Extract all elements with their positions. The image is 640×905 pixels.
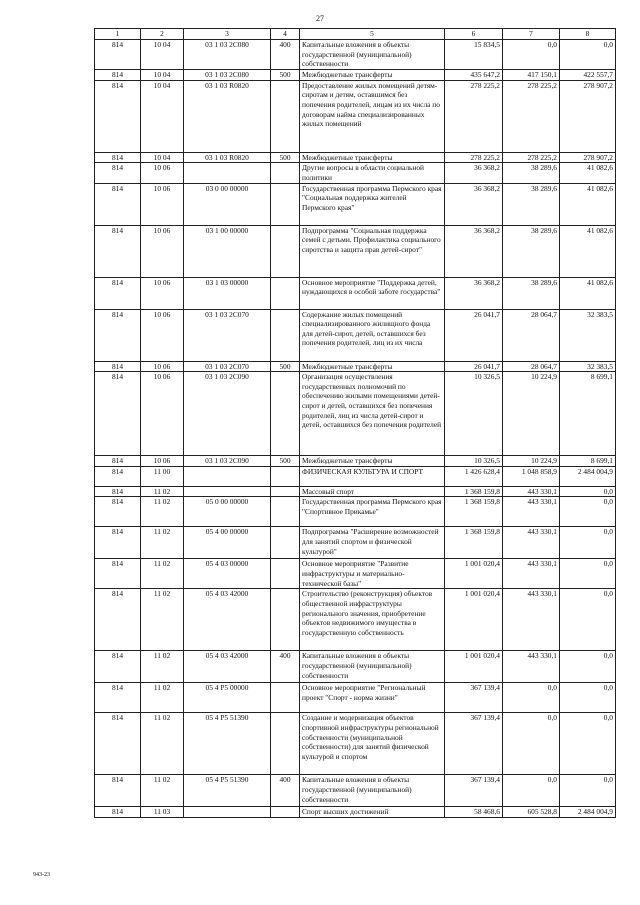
- name-cell: Капитальные вложения в объекты государственной (муниципальной) собственности: [300, 651, 445, 683]
- name-cell: Строительство (реконструкция) объектов общественной инфраструктуры регионального значения, приобретение объектов недвижимого имущества в государственную собственность: [300, 589, 445, 651]
- table-row: [95, 807, 616, 818]
- name-cell: Другие вопросы в области социальной политики: [300, 163, 445, 183]
- section-cell: 11 02: [141, 713, 184, 775]
- target-article-cell: 05 4 03 42000: [184, 651, 271, 683]
- target-article-cell: 03 1 03 2С080: [184, 70, 271, 81]
- amount-year2-cell: 1 048 858,9: [503, 466, 560, 486]
- column-header: 1: [95, 29, 141, 40]
- expense-type-cell: [271, 277, 300, 309]
- amount-year2-cell: 443 330,1: [503, 527, 560, 559]
- section-cell: 11 02: [141, 651, 184, 683]
- column-header: 8: [560, 29, 616, 40]
- target-article-cell: [184, 163, 271, 183]
- amount-year1-cell: 1 368 159,8: [445, 486, 503, 497]
- expense-type-cell: [271, 527, 300, 559]
- section-cell: 11 02: [141, 775, 184, 807]
- admin-code-cell: 814: [95, 807, 141, 818]
- admin-code-cell: 814: [95, 775, 141, 807]
- amount-year1-cell: 1 001 020,4: [445, 651, 503, 683]
- amount-year1-cell: 367 139,4: [445, 683, 503, 713]
- admin-code-cell: 814: [95, 152, 141, 163]
- name-cell: Подпрограмма "Социальная поддержка семей с детьми. Профилактика социального сиротства и защита прав детей-сирот": [300, 225, 445, 277]
- target-article-cell: 03 1 03 R0820: [184, 80, 271, 152]
- section-cell: 10 04: [141, 40, 184, 70]
- amount-year2-cell: 417 150,1: [503, 70, 560, 81]
- name-cell: Организация осуществления государственных полномочий по обеспечению жилыми помещениями детей-сирот и детей, оставшихся без попечения родителей, лиц из числа детей-сирот и детей, оставшихся без попечения родителей: [300, 372, 445, 456]
- name-cell: Межбюджетные трансферты: [300, 361, 445, 372]
- expense-type-cell: [271, 559, 300, 589]
- name-cell: Государственная программа Пермского края "Социальная поддержка жителей Пермского края": [300, 183, 445, 225]
- target-article-cell: 05 4 03 00000: [184, 559, 271, 589]
- admin-code-cell: 814: [95, 163, 141, 183]
- amount-year3-cell: 0,0: [560, 497, 616, 527]
- expense-type-cell: 400: [271, 775, 300, 807]
- section-cell: 10 06: [141, 309, 184, 361]
- page-number: 27: [316, 14, 324, 23]
- amount-year3-cell: 8 699,1: [560, 456, 616, 467]
- amount-year2-cell: 38 289,6: [503, 277, 560, 309]
- admin-code-cell: 814: [95, 309, 141, 361]
- admin-code-cell: 814: [95, 527, 141, 559]
- amount-year3-cell: 2 484 004,9: [560, 466, 616, 486]
- amount-year3-cell: 8 699,1: [560, 372, 616, 456]
- amount-year3-cell: 0,0: [560, 683, 616, 713]
- amount-year1-cell: 1 368 159,8: [445, 527, 503, 559]
- section-cell: 10 06: [141, 225, 184, 277]
- amount-year1-cell: 15 834,5: [445, 40, 503, 70]
- target-article-cell: 03 1 03 2С090: [184, 372, 271, 456]
- name-cell: Подпрограмма "Расширение возможностей для занятий спортом и физической культурой": [300, 527, 445, 559]
- name-cell: Капитальные вложения в объекты государственной (муниципальной) собственности: [300, 40, 445, 70]
- section-cell: 10 06: [141, 183, 184, 225]
- section-cell: 11 02: [141, 589, 184, 651]
- table-row: [95, 497, 616, 527]
- header-row: [95, 29, 616, 40]
- amount-year3-cell: 0,0: [560, 589, 616, 651]
- amount-year3-cell: 32 383,5: [560, 361, 616, 372]
- section-cell: 10 06: [141, 456, 184, 467]
- table-body: [95, 40, 616, 818]
- table-row: [95, 456, 616, 467]
- target-article-cell: 03 1 03 00000: [184, 277, 271, 309]
- column-header: 4: [271, 29, 300, 40]
- amount-year2-cell: 0,0: [503, 713, 560, 775]
- column-header: 5: [300, 29, 445, 40]
- name-cell: Содержание жилых помещений специализированного жилищного фонда для детей-сирот, детей, оставшихся без попечения родителей, лиц из их числа: [300, 309, 445, 361]
- amount-year2-cell: 443 330,1: [503, 651, 560, 683]
- target-article-cell: 05 4 00 00000: [184, 527, 271, 559]
- amount-year3-cell: 41 082,6: [560, 277, 616, 309]
- expense-type-cell: [271, 713, 300, 775]
- expense-type-cell: 400: [271, 40, 300, 70]
- amount-year1-cell: 367 139,4: [445, 713, 503, 775]
- expense-type-cell: [271, 80, 300, 152]
- section-cell: 11 02: [141, 527, 184, 559]
- table-row: [95, 309, 616, 361]
- name-cell: Государственная программа Пермского края "Спортивное Прикамье": [300, 497, 445, 527]
- table-row: [95, 683, 616, 713]
- admin-code-cell: 814: [95, 559, 141, 589]
- amount-year1-cell: 10 326,5: [445, 372, 503, 456]
- expense-type-cell: [271, 372, 300, 456]
- table-row: [95, 486, 616, 497]
- table-row: [95, 361, 616, 372]
- expense-type-cell: [271, 683, 300, 713]
- target-article-cell: [184, 466, 271, 486]
- expense-type-cell: [271, 225, 300, 277]
- admin-code-cell: 814: [95, 183, 141, 225]
- amount-year1-cell: 36 368,2: [445, 225, 503, 277]
- name-cell: Основное мероприятие "Развитие инфраструктуры и материально-технической базы": [300, 559, 445, 589]
- target-article-cell: 05 4 03 42000: [184, 589, 271, 651]
- amount-year2-cell: 278 225,2: [503, 152, 560, 163]
- amount-year2-cell: 0,0: [503, 775, 560, 807]
- name-cell: Спорт высших достижений: [300, 807, 445, 818]
- name-cell: Основное мероприятие "Региональный проект "Спорт - норма жизни": [300, 683, 445, 713]
- amount-year2-cell: 0,0: [503, 40, 560, 70]
- admin-code-cell: 814: [95, 589, 141, 651]
- amount-year1-cell: 58 468,6: [445, 807, 503, 818]
- amount-year1-cell: 26 041,7: [445, 309, 503, 361]
- amount-year3-cell: 41 082,6: [560, 225, 616, 277]
- section-cell: 10 06: [141, 372, 184, 456]
- amount-year2-cell: 10 224,9: [503, 456, 560, 467]
- section-cell: 10 06: [141, 163, 184, 183]
- name-cell: Межбюджетные трансферты: [300, 70, 445, 81]
- table-row: [95, 466, 616, 486]
- admin-code-cell: 814: [95, 456, 141, 467]
- amount-year3-cell: 0,0: [560, 651, 616, 683]
- expense-type-cell: 500: [271, 361, 300, 372]
- amount-year1-cell: 435 647,2: [445, 70, 503, 81]
- name-cell: Массовый спорт: [300, 486, 445, 497]
- section-cell: 10 04: [141, 152, 184, 163]
- amount-year1-cell: 1 001 020,4: [445, 589, 503, 651]
- name-cell: Предоставление жилых помещений детям-сиротам и детям, оставшимся без попечения родителей, лицам из их числа по договорам найма специализированных жилых помещений: [300, 80, 445, 152]
- section-cell: 10 04: [141, 80, 184, 152]
- section-cell: 11 02: [141, 486, 184, 497]
- amount-year2-cell: 38 289,6: [503, 183, 560, 225]
- expense-type-cell: 400: [271, 651, 300, 683]
- amount-year3-cell: 278 907,2: [560, 80, 616, 152]
- target-article-cell: 03 1 03 2С080: [184, 40, 271, 70]
- table-row: [95, 80, 616, 152]
- amount-year3-cell: 0,0: [560, 775, 616, 807]
- table-row: [95, 713, 616, 775]
- target-article-cell: 05 4 P5 51390: [184, 775, 271, 807]
- admin-code-cell: 814: [95, 497, 141, 527]
- amount-year2-cell: 38 289,6: [503, 225, 560, 277]
- target-article-cell: [184, 486, 271, 497]
- section-cell: 11 00: [141, 466, 184, 486]
- amount-year1-cell: 278 225,2: [445, 80, 503, 152]
- amount-year1-cell: 36 368,2: [445, 163, 503, 183]
- expense-type-cell: [271, 497, 300, 527]
- amount-year2-cell: 10 224,9: [503, 372, 560, 456]
- target-article-cell: 03 1 03 R0820: [184, 152, 271, 163]
- footer-code: 943-23: [33, 872, 50, 878]
- amount-year1-cell: 26 041,7: [445, 361, 503, 372]
- expense-type-cell: [271, 807, 300, 818]
- amount-year3-cell: 0,0: [560, 486, 616, 497]
- target-article-cell: 05 4 P5 51390: [184, 713, 271, 775]
- name-cell: Основное мероприятие "Поддержка детей, нуждающихся в особой заботе государства": [300, 277, 445, 309]
- section-cell: 11 03: [141, 807, 184, 818]
- section-cell: 10 06: [141, 361, 184, 372]
- table-row: [95, 559, 616, 589]
- target-article-cell: 03 1 03 2С090: [184, 456, 271, 467]
- admin-code-cell: 814: [95, 40, 141, 70]
- column-header: 7: [503, 29, 560, 40]
- amount-year2-cell: 443 330,1: [503, 589, 560, 651]
- amount-year3-cell: 422 557,7: [560, 70, 616, 81]
- amount-year1-cell: 1 426 628,4: [445, 466, 503, 486]
- admin-code-cell: 814: [95, 70, 141, 81]
- admin-code-cell: 814: [95, 713, 141, 775]
- expense-type-cell: [271, 309, 300, 361]
- amount-year1-cell: 278 225,2: [445, 152, 503, 163]
- amount-year3-cell: 0,0: [560, 713, 616, 775]
- amount-year3-cell: 278 907,2: [560, 152, 616, 163]
- amount-year1-cell: 1 001 020,4: [445, 559, 503, 589]
- amount-year2-cell: 605 528,8: [503, 807, 560, 818]
- section-cell: 11 02: [141, 683, 184, 713]
- amount-year2-cell: 443 330,1: [503, 486, 560, 497]
- target-article-cell: 03 1 03 2С070: [184, 361, 271, 372]
- amount-year3-cell: 41 082,6: [560, 183, 616, 225]
- amount-year2-cell: 443 330,1: [503, 559, 560, 589]
- amount-year3-cell: 32 383,5: [560, 309, 616, 361]
- admin-code-cell: 814: [95, 372, 141, 456]
- amount-year2-cell: 443 330,1: [503, 497, 560, 527]
- expense-type-cell: [271, 183, 300, 225]
- column-header: 2: [141, 29, 184, 40]
- amount-year2-cell: 278 225,2: [503, 80, 560, 152]
- name-cell: Межбюджетные трансферты: [300, 456, 445, 467]
- admin-code-cell: 814: [95, 225, 141, 277]
- column-header: 6: [445, 29, 503, 40]
- table-row: [95, 277, 616, 309]
- expense-type-cell: [271, 466, 300, 486]
- column-header: 3: [184, 29, 271, 40]
- amount-year3-cell: 2 484 004,9: [560, 807, 616, 818]
- admin-code-cell: 814: [95, 651, 141, 683]
- admin-code-cell: 814: [95, 683, 141, 713]
- name-cell: Межбюджетные трансферты: [300, 152, 445, 163]
- expense-type-cell: [271, 163, 300, 183]
- section-cell: 10 06: [141, 277, 184, 309]
- name-cell: ФИЗИЧЕСКАЯ КУЛЬТУРА И СПОРТ: [300, 466, 445, 486]
- table-row: [95, 372, 616, 456]
- target-article-cell: 05 0 00 00000: [184, 497, 271, 527]
- section-cell: 11 02: [141, 559, 184, 589]
- table-row: [95, 225, 616, 277]
- name-cell: Капитальные вложения в объекты государственной (муниципальной) собственности: [300, 775, 445, 807]
- table-row: [95, 527, 616, 559]
- amount-year2-cell: 0,0: [503, 683, 560, 713]
- table-row: [95, 651, 616, 683]
- admin-code-cell: 814: [95, 466, 141, 486]
- amount-year3-cell: 0,0: [560, 40, 616, 70]
- table-row: [95, 70, 616, 81]
- target-article-cell: 03 0 00 00000: [184, 183, 271, 225]
- expense-type-cell: 500: [271, 456, 300, 467]
- amount-year2-cell: 28 064,7: [503, 309, 560, 361]
- section-cell: 11 02: [141, 497, 184, 527]
- target-article-cell: 03 1 03 2С070: [184, 309, 271, 361]
- admin-code-cell: 814: [95, 277, 141, 309]
- section-cell: 10 04: [141, 70, 184, 81]
- admin-code-cell: 814: [95, 361, 141, 372]
- table-row: [95, 183, 616, 225]
- amount-year3-cell: 0,0: [560, 527, 616, 559]
- amount-year3-cell: 0,0: [560, 559, 616, 589]
- table-row: [95, 775, 616, 807]
- expense-type-cell: [271, 486, 300, 497]
- amount-year2-cell: 38 289,6: [503, 163, 560, 183]
- admin-code-cell: 814: [95, 80, 141, 152]
- admin-code-cell: 814: [95, 486, 141, 497]
- table-row: [95, 589, 616, 651]
- table-row: [95, 152, 616, 163]
- table-row: [95, 163, 616, 183]
- amount-year1-cell: 36 368,2: [445, 183, 503, 225]
- target-article-cell: 03 1 00 00000: [184, 225, 271, 277]
- target-article-cell: 05 4 P5 00000: [184, 683, 271, 713]
- amount-year1-cell: 10 326,5: [445, 456, 503, 467]
- budget-table: [94, 28, 616, 818]
- expense-type-cell: 500: [271, 70, 300, 81]
- target-article-cell: [184, 807, 271, 818]
- name-cell: Создание и модернизация объектов спортивной инфраструктуры региональной собственности (муниципальной собственности) для занятий физической культурой и спортом: [300, 713, 445, 775]
- amount-year1-cell: 36 368,2: [445, 277, 503, 309]
- expense-type-cell: [271, 589, 300, 651]
- amount-year1-cell: 367 139,4: [445, 775, 503, 807]
- amount-year3-cell: 41 082,6: [560, 163, 616, 183]
- amount-year1-cell: 1 368 159,8: [445, 497, 503, 527]
- table-row: [95, 40, 616, 70]
- expense-type-cell: 500: [271, 152, 300, 163]
- amount-year2-cell: 28 064,7: [503, 361, 560, 372]
